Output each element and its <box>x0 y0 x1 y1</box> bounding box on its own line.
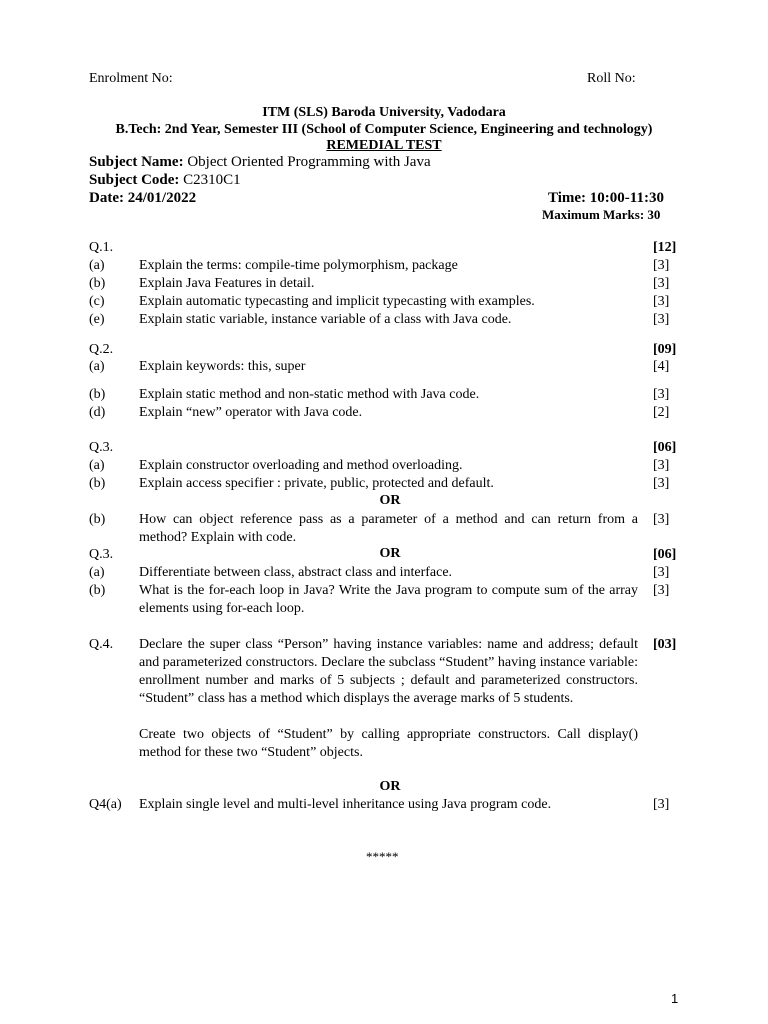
exam-date: Date: 24/01/2022 <box>89 190 197 206</box>
q1-header <box>89 239 679 257</box>
q2-marks: [09] <box>653 342 677 357</box>
q3-header <box>89 439 679 457</box>
end-stars: ***** <box>366 849 399 864</box>
q2-header <box>89 341 679 359</box>
q3-item-b <box>89 475 679 493</box>
roll-label: Roll No: <box>587 71 636 86</box>
item-marks: [3] <box>653 276 670 291</box>
q1-label: Q.1. <box>89 240 114 255</box>
subject-name-line <box>89 153 431 171</box>
item-text: Explain constructor overloading and method overloading. <box>139 458 463 473</box>
q4-alt-item <box>89 796 679 814</box>
test-title: REMEDIAL TEST <box>326 138 442 153</box>
q1-item-a <box>89 257 679 275</box>
item-marks: [2] <box>653 405 670 420</box>
q3-marks: [06] <box>653 440 677 455</box>
q2-label: Q.2. <box>89 342 114 357</box>
item-marks: [3] <box>653 258 670 273</box>
item-label: (b) <box>89 276 106 291</box>
university-title: ITM (SLS) Baroda University, Vadodara <box>262 105 506 120</box>
item-marks: [3] <box>653 476 670 491</box>
exam-time: Time: 10:00-11:30 <box>548 190 664 206</box>
item-text: Explain automatic typecasting and implicit typecasting with examples. <box>139 294 535 309</box>
subject-code-label: Subject Code: <box>89 172 180 188</box>
q2-item-b <box>89 386 679 404</box>
item-marks: [3] <box>653 312 670 327</box>
subject-code-line <box>89 171 241 189</box>
q4-marks: [03] <box>653 637 677 652</box>
item-text: Differentiate between class, abstract class and interface. <box>139 565 453 580</box>
subject-name-label: Subject Name: <box>89 154 184 170</box>
q3-alt-text: How can object reference pass as a parameter of a method and can return from a method? Explain with code. <box>139 512 638 545</box>
item-text: Explain “new” operator with Java code. <box>139 405 363 420</box>
item-label: (a) <box>89 458 105 473</box>
q1-item-b <box>89 275 679 293</box>
q2-item-d <box>89 404 679 422</box>
item-text: Explain keywords: this, super <box>139 359 306 374</box>
item-text: Explain static variable, instance variable of a class with Java code. <box>139 312 512 327</box>
q3-alt-label: (b) <box>89 512 106 527</box>
q3b-item-b-marks: [3] <box>653 583 670 598</box>
maximum-marks: Maximum Marks: 30 <box>542 207 661 222</box>
or-separator: OR <box>379 779 401 794</box>
q2-item-a <box>89 358 679 376</box>
item-text: Explain Java Features in detail. <box>139 276 315 291</box>
enrolment-label: Enrolment No: <box>89 71 173 86</box>
item-text: Explain the terms: compile-time polymorphism, package <box>139 258 458 273</box>
item-marks: [4] <box>653 359 670 374</box>
item-marks: [3] <box>653 387 670 402</box>
q3b-marks: [06] <box>653 547 677 562</box>
q3b-item-a <box>89 564 679 582</box>
or-separator: OR <box>379 493 401 508</box>
program-title: B.Tech: 2nd Year, Semester III (School of Computer Science, Engineering and technology) <box>115 122 653 137</box>
item-label: (a) <box>89 565 105 580</box>
item-label: (a) <box>89 359 105 374</box>
item-label: (c) <box>89 294 105 309</box>
item-text: Explain single level and multi-level inheritance using Java program code. <box>139 797 552 812</box>
q3-label: Q.3. <box>89 440 114 455</box>
subject-code-value: C2310C1 <box>183 172 241 188</box>
item-label: Q4(a) <box>89 797 122 812</box>
item-marks: [3] <box>653 565 670 580</box>
subject-name-value: Object Oriented Programming with Java <box>187 154 431 170</box>
item-text: Explain access specifier : private, public, protected and default. <box>139 476 494 491</box>
item-marks: [3] <box>653 458 670 473</box>
q4-paragraph-2: Create two objects of “Student” by calling appropriate constructors. Call display() method for these two “Student” objects. <box>139 727 638 760</box>
item-text: Explain static method and non-static method with Java code. <box>139 387 480 402</box>
q1-item-e <box>89 311 679 329</box>
page-number: 1 <box>671 991 679 1006</box>
item-label: (a) <box>89 258 105 273</box>
item-marks: [3] <box>653 797 670 812</box>
q3b-item-b-text: What is the for-each loop in Java? Write the Java program to compute sum of the array elements using for-each loop. <box>139 583 638 616</box>
q1-item-c <box>89 293 679 311</box>
item-label: (d) <box>89 405 106 420</box>
or-separator: OR <box>379 546 401 561</box>
q1-marks: [12] <box>653 240 677 255</box>
q3-alt-marks: [3] <box>653 512 670 527</box>
q3b-label: Q.3. <box>89 547 114 562</box>
item-label: (e) <box>89 312 105 327</box>
q4-paragraph-1: Declare the super class “Person” having instance variables: name and address; default and parameterized constructors. Declare the subclass “Student” having instance variable: enrollment number and marks of 5 subjects ; default and parameterized constructors. “Student” class has a method which displays the average marks of 5 students. <box>139 637 638 706</box>
item-label: (b) <box>89 476 106 491</box>
item-marks: [3] <box>653 294 670 309</box>
q4-label: Q.4. <box>89 637 114 652</box>
q3-item-a <box>89 457 679 475</box>
q3b-item-b-label: (b) <box>89 583 106 598</box>
item-label: (b) <box>89 387 106 402</box>
